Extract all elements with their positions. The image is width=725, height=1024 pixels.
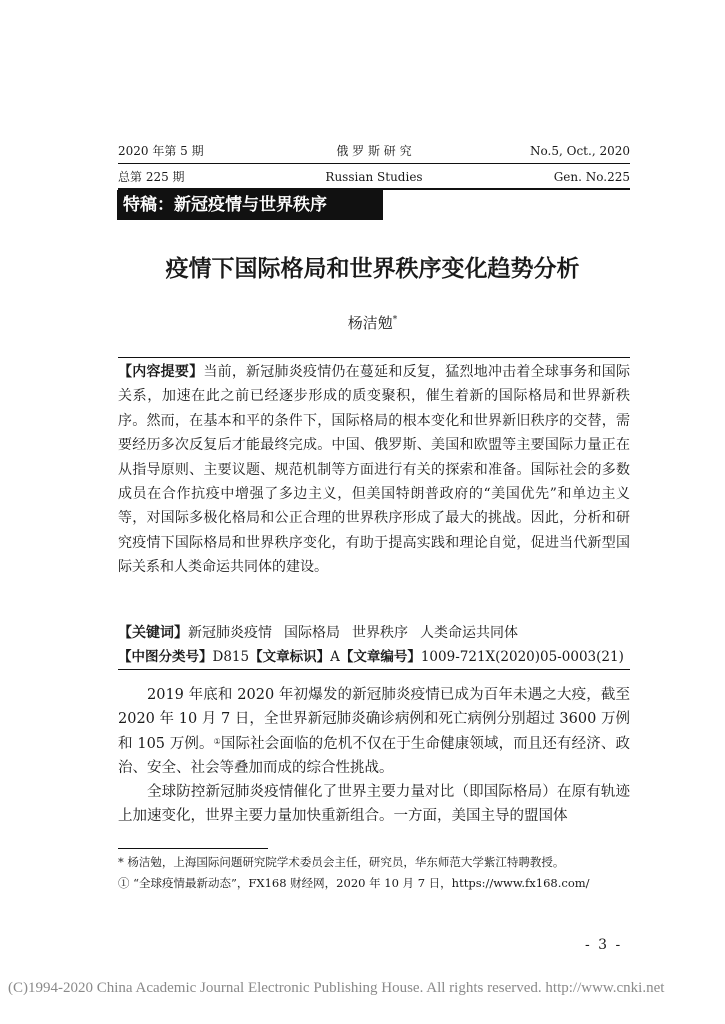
abstract-divider-top bbox=[118, 357, 630, 358]
article-body bbox=[118, 683, 630, 829]
author bbox=[100, 312, 645, 334]
header-divider-top bbox=[118, 163, 630, 164]
article-number-label: 【文章编号】 bbox=[339, 649, 421, 665]
footnote-divider bbox=[118, 848, 268, 849]
article-number-value: 1009-721X(2020)05-0003(21) bbox=[420, 649, 624, 665]
keyword: 人类命运共同体 bbox=[420, 625, 518, 641]
keywords-label: 【关键词】 bbox=[118, 625, 188, 641]
footnote-ref[interactable]: ① bbox=[213, 736, 221, 746]
header-row-top bbox=[118, 143, 630, 159]
journal-name-cn: 俄 罗 斯 研 究 bbox=[336, 144, 412, 158]
issue-cn: 2020 年第 5 期 bbox=[118, 144, 204, 158]
footnotes bbox=[118, 852, 630, 894]
issue-en: No.5, Oct., 2020 bbox=[530, 144, 630, 158]
footnote-author: * 杨洁勉，上海国际问题研究院学术委员会主任，研究员，华东师范大学紫江特聘教授。 bbox=[118, 855, 565, 869]
clc-label: 【中图分类号】 bbox=[118, 649, 213, 665]
keywords bbox=[118, 622, 630, 644]
keyword: 国际格局 bbox=[284, 625, 340, 641]
header-row-bottom bbox=[118, 169, 630, 185]
abstract-text: 当前，新冠肺炎疫情仍在蔓延和反复，猛烈地冲击着全球事务和国际关系，加速在此之前已经逐步形成的质变聚积，催生着新的国际格局和世界新秩序。然而，在基本和平的条件下，国际格局的根本变化和世界新旧秩序的交替，需要经历多次反复后才能最终完成。中国、俄罗斯、美国和欧盟等主要国际力量正在从指导原则、主要议题、规范机制等方面进行有关的探索和准备。国际社会的多数成员在合作抗疫中增强了多边主义，但美国特朗普政府的“美国优先”和单边主义等，对国际多极化格局和公正合理的世界秩序形成了最大的挑战。因此，分析和研究疫情下国际格局和世界秩序变化，有助于提高实践和理论自觉，促进当代新型国际关系和人类命运共同体的建设。 bbox=[118, 364, 631, 576]
doc-code-value: A bbox=[330, 649, 340, 665]
abstract bbox=[118, 360, 630, 580]
doc-code-label: 【文章标识】 bbox=[249, 649, 331, 665]
footnote-1: ① “全球疫情最新动态”，FX168 财经网，2020 年 10 月 7 日，https://www.fx168.com/ bbox=[118, 876, 590, 890]
total-issue-en: Gen. No.225 bbox=[553, 170, 630, 184]
column-tag: 特稿：新冠疫情与世界秩序 bbox=[117, 190, 383, 220]
author-name: 杨洁勉 bbox=[347, 314, 393, 332]
journal-name-en: Russian Studies bbox=[325, 170, 423, 184]
body-paragraph bbox=[118, 683, 630, 780]
body-paragraph: 全球防控新冠肺炎疫情催化了世界主要力量对比（即国际格局）在原有轨迹上加速变化，世界主要力量加快重新组合。一方面，美国主导的盟国体 bbox=[118, 784, 630, 825]
body-text-run: 国际社会面临的危机不仅在于生命健康领域，而且还有经济、政治、安全、社会等叠加而成的综合性挑战。 bbox=[118, 735, 631, 776]
page-number: - 3 - bbox=[585, 937, 623, 953]
abstract-divider-bottom bbox=[118, 669, 630, 670]
abstract-label: 【内容提要】 bbox=[118, 364, 204, 380]
keyword: 世界秩序 bbox=[352, 625, 408, 641]
copyright-watermark: (C)1994-2020 China Academic Journal Electronic Publishing House. All rights reserved. http://www.cnki.net bbox=[8, 980, 665, 996]
total-issue-cn: 总第 225 期 bbox=[118, 170, 185, 184]
keyword: 新冠肺炎疫情 bbox=[188, 625, 272, 641]
body-text-run: 2019 年底和 2020 年初爆发的新冠肺炎疫情已成为百年未遇之大疫，截至 2020 年 10 月 7 日，全世界新冠肺炎确诊病例和死亡病例分别超过 3600 万例和 105 万例。 bbox=[118, 687, 630, 752]
author-footnote-mark: * bbox=[392, 315, 398, 325]
classification-row bbox=[118, 646, 630, 668]
clc-value: D815 bbox=[212, 649, 250, 665]
article-title: 疫情下国际格局和世界秩序变化趋势分析 bbox=[165, 256, 580, 282]
